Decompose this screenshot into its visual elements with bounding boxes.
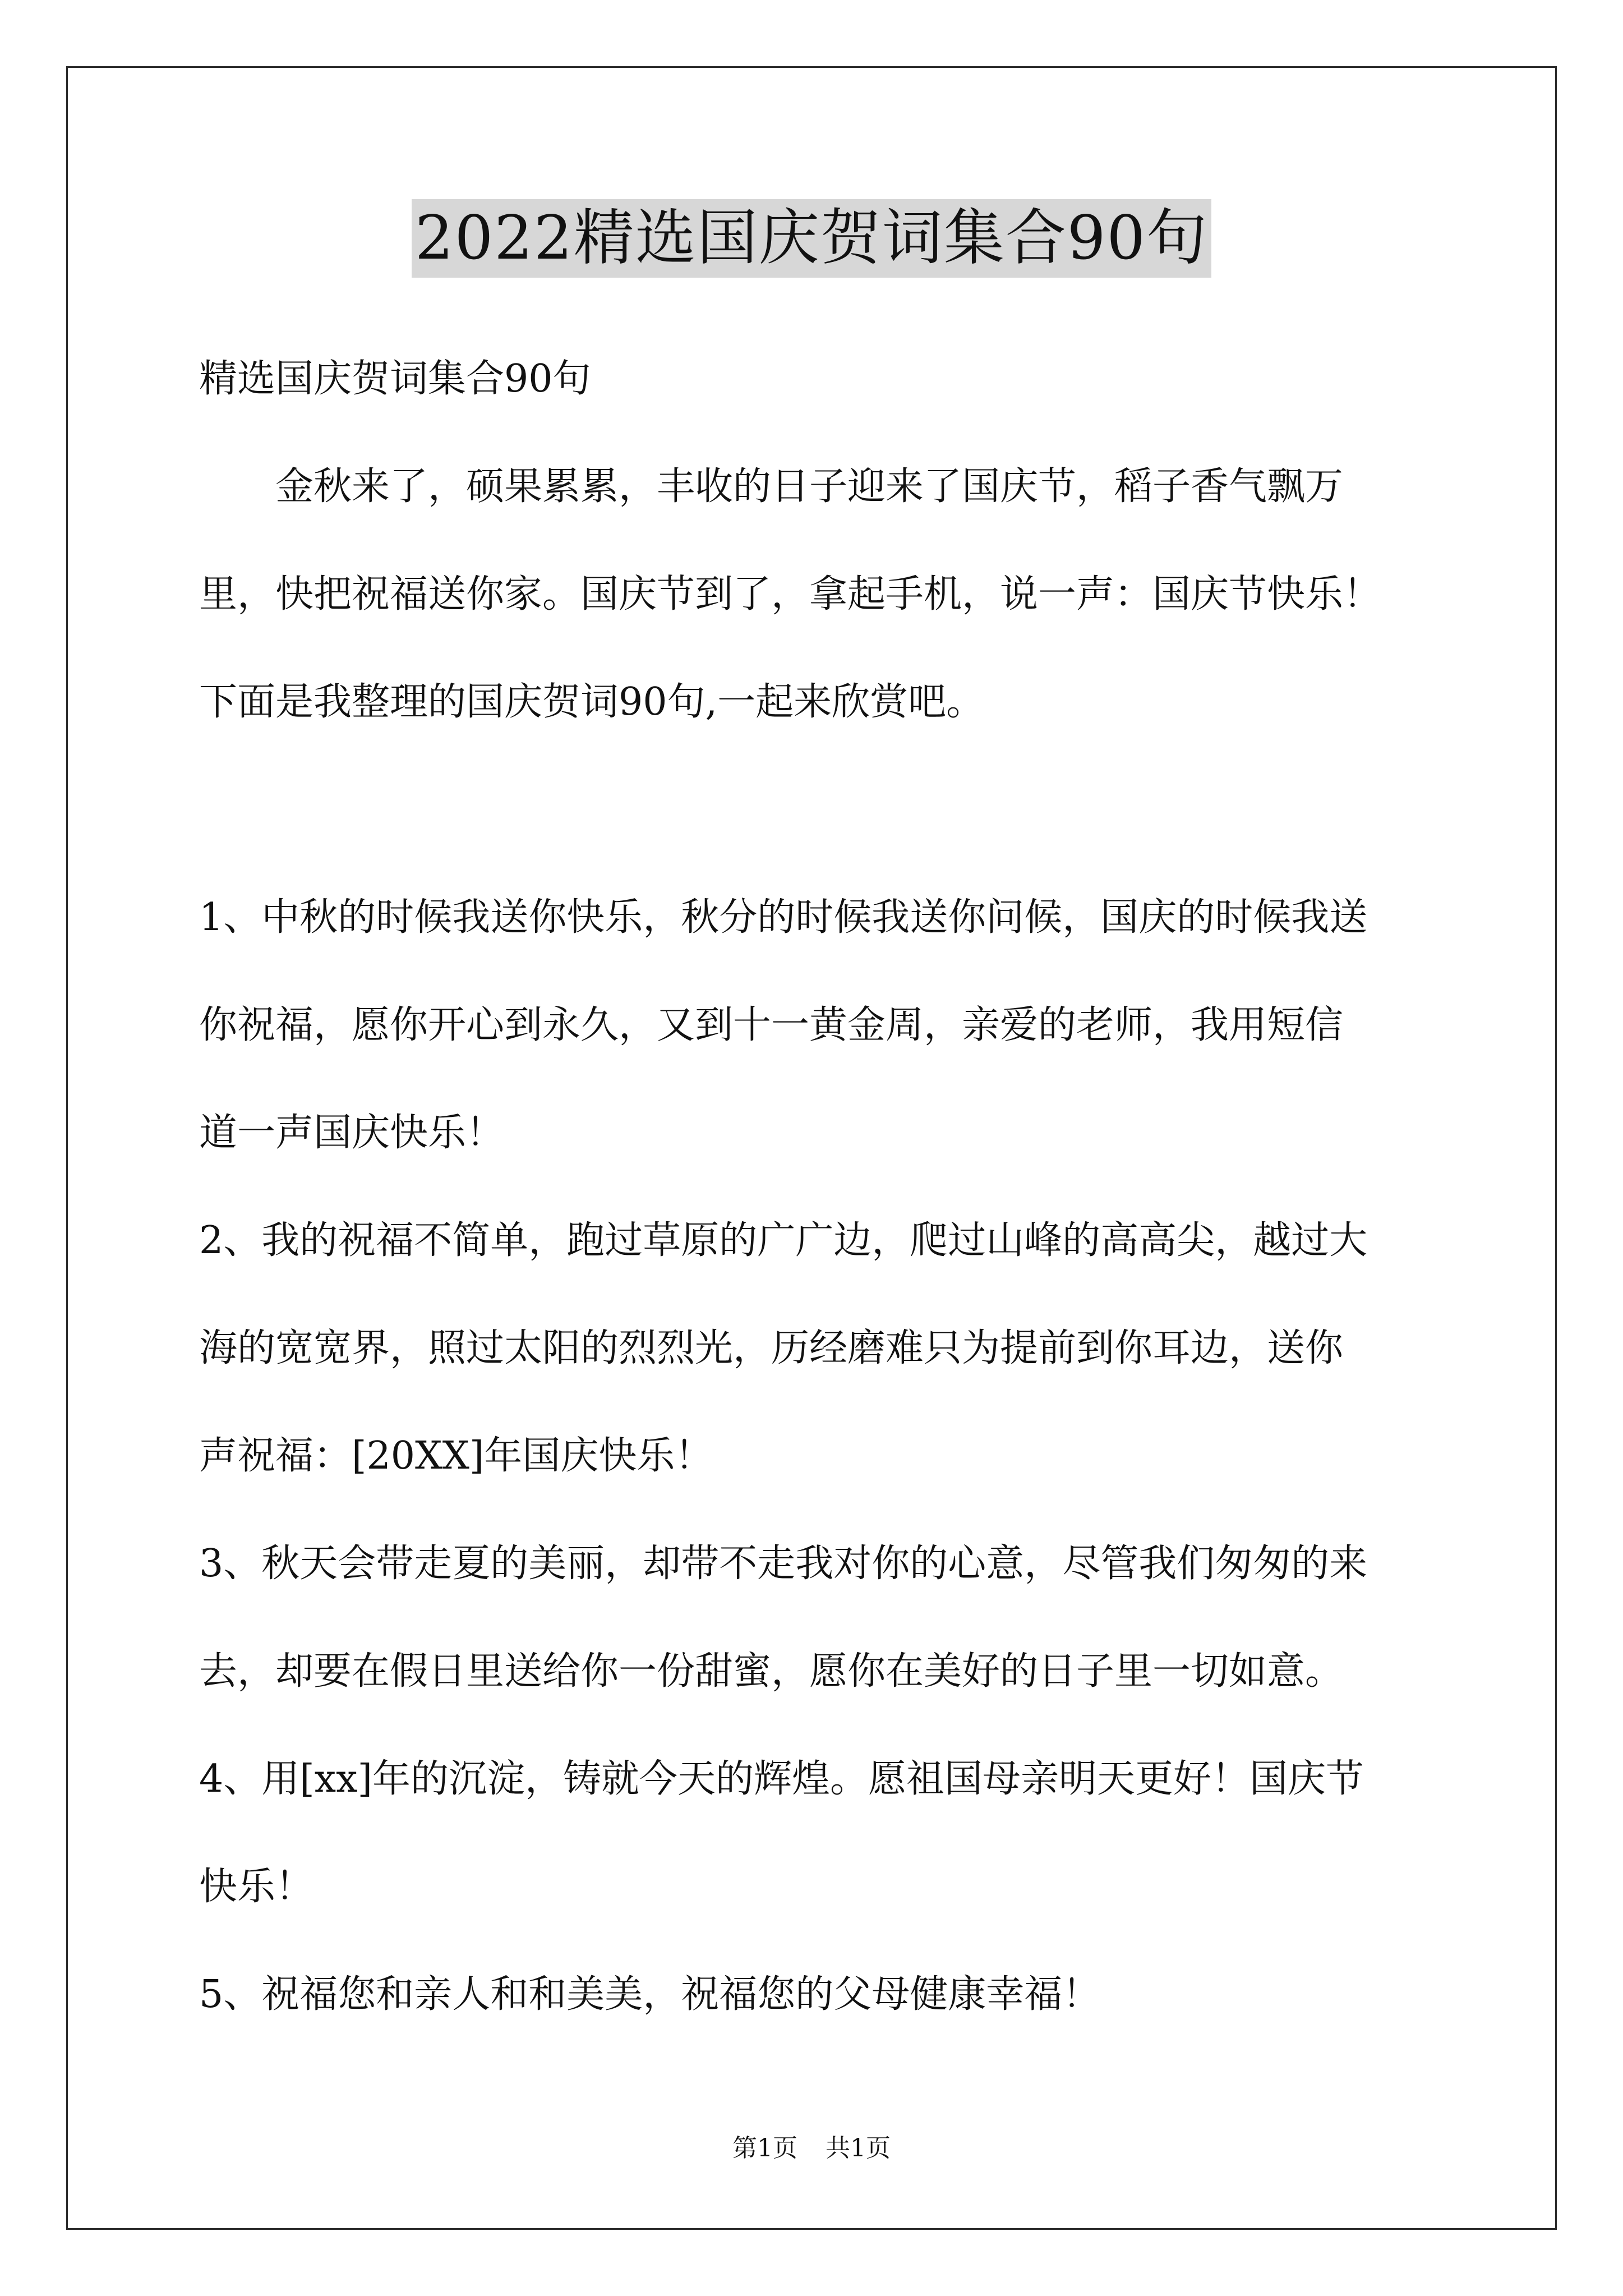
intro-line-2: 里，快把祝福送你家。国庆节到了，拿起手机，说一声：国庆节快乐！ bbox=[199, 572, 1382, 616]
item-line: 4、用[xx]年的沉淀，铸就今天的辉煌。愿祖国母亲明天更好！国庆节 bbox=[199, 1757, 1364, 1801]
item-line: 快乐！ bbox=[199, 1865, 314, 1909]
item-line: 道一声国庆快乐！ bbox=[199, 1111, 505, 1155]
paragraph-spacer bbox=[199, 756, 1433, 864]
item-line: 海的宽宽界，照过太阳的烈烈光，历经磨难只为提前到你耳边，送你 bbox=[199, 1326, 1344, 1370]
intro-line-1: 金秋来了，硕果累累，丰收的日子迎来了国庆节，稻子香气飘万 bbox=[275, 464, 1344, 509]
item-line: 2、我的祝福不简单，跑过草原的广广边，爬过山峰的高高尖，越过大 bbox=[199, 1218, 1368, 1263]
item-line: 3、秋天会带走夏的美丽，却带不走我对你的心意，尽管我们匆匆的来 bbox=[199, 1542, 1368, 1586]
item-line: 去，却要在假日里送给你一份甜蜜，愿你在美好的日子里一切如意。 bbox=[199, 1649, 1344, 1694]
document-title: 2022精选国庆贺词集合90句 bbox=[412, 199, 1211, 278]
title-container bbox=[0, 199, 1623, 278]
subtitle: 精选国庆贺词集合90句 bbox=[199, 357, 591, 401]
item-line: 1、中秋的时候我送你快乐，秋分的时候我送你问候，国庆的时候我送 bbox=[199, 895, 1368, 940]
item-line: 声祝福：[20XX]年国庆快乐！ bbox=[199, 1434, 713, 1478]
intro-line-3: 下面是我整理的国庆贺词90句,一起来欣赏吧。 bbox=[199, 680, 985, 724]
page-number: 第1页 bbox=[732, 2134, 797, 2162]
item-line: 你祝福，愿你开心到永久，又到十一黄金周，亲爱的老师，我用短信 bbox=[199, 1003, 1344, 1047]
page-footer bbox=[0, 2132, 1623, 2165]
page-total: 共1页 bbox=[826, 2134, 891, 2162]
document-body bbox=[199, 325, 1433, 2049]
item-line: 5、祝福您和亲人和和美美，祝福您的父母健康幸福！ bbox=[199, 1972, 1101, 2017]
